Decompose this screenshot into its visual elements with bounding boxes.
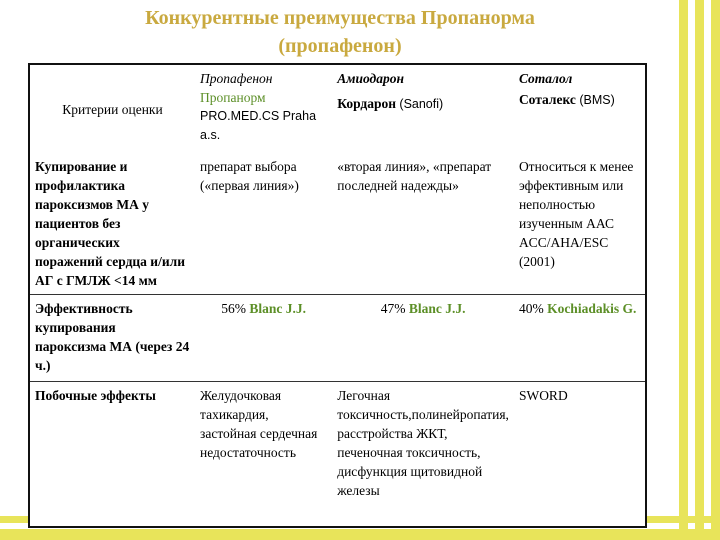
propafenone-inn: Пропафенон — [200, 71, 273, 86]
table-row — [29, 382, 646, 528]
table-row — [29, 153, 646, 295]
amiodarone-reference: Blanc J.J. — [408, 301, 466, 316]
slide-title — [60, 4, 620, 60]
row3-amiodarone: Легочная токсичность,полинейропатия, расстройства ЖКТ, печеночная токсичность, дисфункция щитовидной железы — [332, 382, 514, 528]
table-row — [29, 295, 646, 382]
amiodarone-efficacy: 47% — [380, 301, 406, 316]
propafenone-reference: Blanc J.J. — [249, 301, 306, 316]
comparison-table — [28, 63, 647, 528]
row2-criterion: Эффективность купирования пароксизма МА (через 24 ч.) — [29, 295, 195, 382]
decorative-stripes — [676, 0, 720, 540]
sotalol-brand: Соталекс — [518, 92, 576, 107]
amiodarone-inn: Амиодарон — [337, 71, 404, 86]
bottom-band — [0, 529, 720, 540]
row1-propafenone: препарат выбора («первая линия») — [200, 159, 299, 193]
stripe — [711, 0, 720, 540]
row3-criterion: Побочные эффекты — [29, 382, 195, 528]
sotalol-efficacy: 40% — [518, 301, 544, 316]
propafenone-maker: PRO.MED.CS Praha a.s. — [200, 109, 317, 142]
row3-propafenone: Желудочковая тахикардия, застойная сердечная недостаточность — [195, 382, 332, 528]
stripe — [695, 0, 704, 540]
amiodarone-brand: Кордарон — [337, 96, 397, 111]
amiodarone-maker: (Sanofi) — [399, 97, 444, 111]
row1-criterion: Купирование и профилактика пароксизмов МА у пациентов без органических поражений сердца и/или АГ с ГМЛЖ <14 мм — [35, 159, 185, 288]
propafenone-brand: Пропанорм — [200, 90, 266, 105]
header-sotalol — [514, 64, 646, 153]
row2-amiodarone — [332, 295, 514, 382]
header-propafenone — [195, 64, 332, 153]
row1-amiodarone: «вторая линия», «препарат последней надежды» — [337, 159, 492, 193]
header-criteria-label: Критерии оценки — [62, 101, 163, 117]
header-criteria — [29, 64, 195, 153]
sotalol-maker: (BMS) — [579, 93, 615, 107]
row2-sotalol — [514, 295, 646, 382]
stripe — [679, 0, 688, 540]
title-line-2: (пропафенон) — [278, 35, 402, 57]
row2-propafenone — [195, 295, 332, 382]
title-line-1: Конкурентные преимущества Пропанорма — [145, 7, 535, 29]
row3-sotalol: SWORD — [514, 382, 646, 528]
header-amiodarone — [332, 64, 514, 153]
table-header-row — [29, 64, 646, 153]
propafenone-efficacy: 56% — [221, 301, 246, 316]
sotalol-inn: Соталол — [518, 71, 573, 86]
row1-sotalol: Относиться к менее эффективным или неполностью изученным ААС ACC/AHA/ESC (2001) — [518, 159, 634, 269]
sotalol-reference: Kochiadakis G. — [547, 301, 637, 316]
